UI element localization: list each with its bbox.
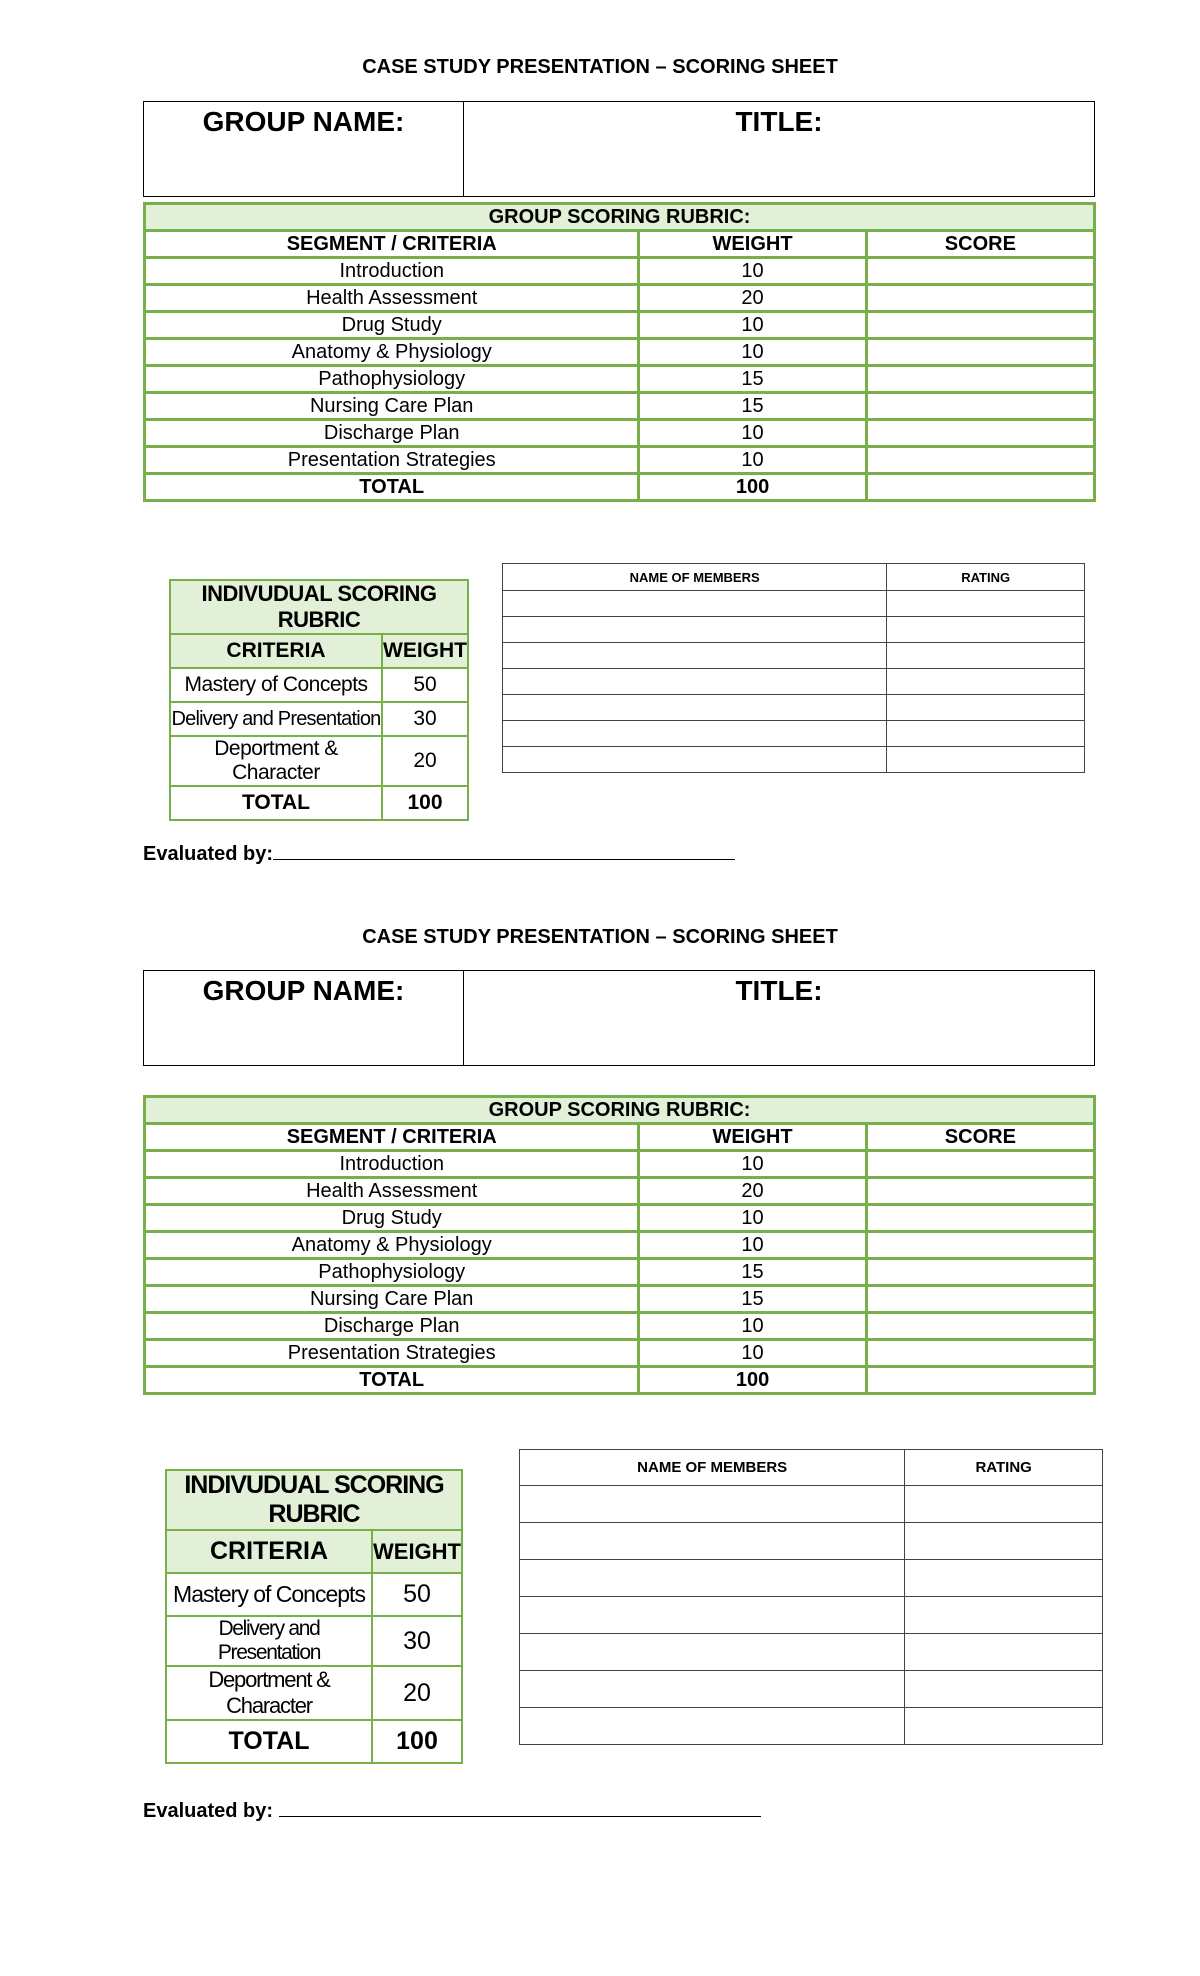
criteria-cell: Presentation Strategies xyxy=(145,447,639,474)
weight-cell: 10 xyxy=(639,1340,866,1367)
member-rating-cell[interactable] xyxy=(905,1671,1103,1708)
weight-cell: 50 xyxy=(382,668,468,702)
criteria-cell: Health Assessment xyxy=(145,285,639,312)
table-row xyxy=(170,736,468,786)
weight-cell: 10 xyxy=(639,339,866,366)
member-rating-cell[interactable] xyxy=(905,1634,1103,1671)
group-title-box xyxy=(143,101,1095,197)
member-name-cell[interactable] xyxy=(503,591,887,617)
weight-cell: 10 xyxy=(639,258,866,285)
table-row xyxy=(145,258,1095,285)
score-cell[interactable] xyxy=(866,339,1094,366)
member-rating-cell[interactable] xyxy=(887,591,1085,617)
column-header-weight: WEIGHT xyxy=(639,1124,866,1151)
group-name-field[interactable] xyxy=(144,102,464,196)
member-name-cell[interactable] xyxy=(520,1560,905,1597)
individual-column-weight: WEIGHT xyxy=(382,634,468,668)
evaluated-by-line[interactable] xyxy=(273,841,735,860)
member-name-cell[interactable] xyxy=(503,721,887,747)
weight-cell: 15 xyxy=(639,1286,866,1313)
criteria-cell: Anatomy & Physiology xyxy=(145,339,639,366)
table-row xyxy=(503,695,1085,721)
sheet-title: CASE STUDY PRESENTATION – SCORING SHEET xyxy=(362,926,838,948)
weight-cell: 15 xyxy=(639,393,866,420)
total-weight: 100 xyxy=(639,474,866,501)
total-score-cell[interactable] xyxy=(866,1367,1094,1394)
table-row xyxy=(503,721,1085,747)
member-name-cell[interactable] xyxy=(520,1708,905,1745)
weight-cell: 20 xyxy=(639,285,866,312)
score-cell[interactable] xyxy=(866,366,1094,393)
table-row xyxy=(503,747,1085,773)
criteria-cell: Mastery of Concepts xyxy=(166,1573,372,1616)
sheet-title: CASE STUDY PRESENTATION – SCORING SHEET xyxy=(362,56,838,78)
weight-cell: 10 xyxy=(639,312,866,339)
group-name-label: GROUP NAME: xyxy=(202,975,405,1006)
table-row xyxy=(145,420,1095,447)
title-label: TITLE: xyxy=(735,975,823,1006)
score-cell[interactable] xyxy=(866,258,1094,285)
table-row xyxy=(520,1486,1103,1523)
title-field[interactable] xyxy=(464,971,1094,1065)
score-cell[interactable] xyxy=(866,285,1094,312)
member-name-cell[interactable] xyxy=(520,1597,905,1634)
table-row xyxy=(145,1205,1095,1232)
score-cell[interactable] xyxy=(866,1205,1094,1232)
evaluated-by-label: Evaluated by: xyxy=(143,843,274,865)
total-row xyxy=(166,1720,462,1763)
member-name-cell[interactable] xyxy=(520,1523,905,1560)
member-name-cell[interactable] xyxy=(520,1671,905,1708)
group-scoring-rubric xyxy=(143,1095,1096,1395)
table-row xyxy=(166,1616,462,1666)
member-name-cell[interactable] xyxy=(503,695,887,721)
criteria-cell: Drug Study xyxy=(145,312,639,339)
member-rating-cell[interactable] xyxy=(887,617,1085,643)
weight-cell: 10 xyxy=(639,420,866,447)
score-cell[interactable] xyxy=(866,1313,1094,1340)
member-rating-cell[interactable] xyxy=(905,1523,1103,1560)
total-label: TOTAL xyxy=(170,786,382,820)
weight-cell: 30 xyxy=(372,1616,462,1666)
column-header-score: SCORE xyxy=(866,231,1094,258)
table-row xyxy=(145,312,1095,339)
table-row xyxy=(520,1634,1103,1671)
table-row xyxy=(145,1259,1095,1286)
group-scoring-rubric xyxy=(143,202,1096,502)
score-cell[interactable] xyxy=(866,447,1094,474)
criteria-cell: Introduction xyxy=(145,258,639,285)
criteria-cell: Drug Study xyxy=(145,1205,639,1232)
criteria-cell: Health Assessment xyxy=(145,1178,639,1205)
score-cell[interactable] xyxy=(866,1259,1094,1286)
criteria-cell: Nursing Care Plan xyxy=(145,393,639,420)
table-row xyxy=(170,702,468,736)
criteria-cell: Deportment & Character xyxy=(170,736,382,786)
column-header-criteria: SEGMENT / CRITERIA xyxy=(145,231,639,258)
rubric-heading: GROUP SCORING RUBRIC: xyxy=(145,1097,1095,1124)
members-column-name: NAME OF MEMBERS xyxy=(520,1450,905,1486)
criteria-cell: Mastery of Concepts xyxy=(170,668,382,702)
table-row xyxy=(503,669,1085,695)
member-rating-cell[interactable] xyxy=(887,695,1085,721)
criteria-cell: Delivery and Presentation xyxy=(166,1616,372,1666)
column-header-criteria: SEGMENT / CRITERIA xyxy=(145,1124,639,1151)
table-row xyxy=(520,1708,1103,1745)
weight-cell: 15 xyxy=(639,366,866,393)
criteria-cell: Nursing Care Plan xyxy=(145,1286,639,1313)
member-name-cell[interactable] xyxy=(503,643,887,669)
weight-cell: 10 xyxy=(639,1313,866,1340)
criteria-cell: Presentation Strategies xyxy=(145,1340,639,1367)
table-row xyxy=(145,339,1095,366)
group-name-label: GROUP NAME: xyxy=(202,106,405,137)
weight-cell: 10 xyxy=(639,1232,866,1259)
member-rating-cell[interactable] xyxy=(887,669,1085,695)
member-rating-cell[interactable] xyxy=(887,643,1085,669)
weight-cell: 10 xyxy=(639,1151,866,1178)
table-row xyxy=(145,366,1095,393)
score-cell[interactable] xyxy=(866,1178,1094,1205)
members-column-rating: RATING xyxy=(887,564,1085,591)
criteria-cell: Delivery and Presentation xyxy=(170,702,382,736)
evaluated-by xyxy=(143,1798,761,1823)
criteria-cell: Deportment & Character xyxy=(166,1666,372,1720)
table-row xyxy=(520,1597,1103,1634)
weight-cell: 20 xyxy=(382,736,468,786)
members-table xyxy=(502,563,1085,773)
table-row xyxy=(520,1560,1103,1597)
total-score-cell[interactable] xyxy=(866,474,1094,501)
table-row xyxy=(145,1232,1095,1259)
individual-column-criteria: CRITERIA xyxy=(166,1530,372,1573)
weight-cell: 10 xyxy=(639,447,866,474)
table-row xyxy=(170,668,468,702)
member-name-cell[interactable] xyxy=(503,617,887,643)
score-cell[interactable] xyxy=(866,420,1094,447)
total-label: TOTAL xyxy=(166,1720,372,1763)
table-row xyxy=(503,617,1085,643)
score-cell[interactable] xyxy=(866,1340,1094,1367)
individual-column-criteria: CRITERIA xyxy=(170,634,382,668)
table-row xyxy=(145,447,1095,474)
score-cell[interactable] xyxy=(866,393,1094,420)
title-label: TITLE: xyxy=(735,106,823,137)
criteria-cell: Pathophysiology xyxy=(145,366,639,393)
member-name-cell[interactable] xyxy=(520,1634,905,1671)
member-rating-cell[interactable] xyxy=(887,721,1085,747)
evaluated-by xyxy=(143,841,735,866)
member-rating-cell[interactable] xyxy=(905,1597,1103,1634)
rubric-heading: GROUP SCORING RUBRIC: xyxy=(145,204,1095,231)
title-field[interactable] xyxy=(464,102,1094,196)
total-row xyxy=(170,786,468,820)
table-row xyxy=(145,393,1095,420)
total-row xyxy=(145,474,1095,501)
column-header-score: SCORE xyxy=(866,1124,1094,1151)
table-row xyxy=(145,1313,1095,1340)
total-weight: 100 xyxy=(372,1720,462,1763)
score-cell[interactable] xyxy=(866,312,1094,339)
members-table xyxy=(519,1449,1103,1745)
evaluated-by-line[interactable] xyxy=(279,1798,761,1817)
total-row xyxy=(145,1367,1095,1394)
individual-column-weight: WEIGHT xyxy=(372,1530,462,1573)
criteria-cell: Pathophysiology xyxy=(145,1259,639,1286)
weight-cell: 50 xyxy=(372,1573,462,1616)
total-weight: 100 xyxy=(639,1367,866,1394)
column-header-weight: WEIGHT xyxy=(639,231,866,258)
table-row xyxy=(503,591,1085,617)
score-cell[interactable] xyxy=(866,1151,1094,1178)
weight-cell: 20 xyxy=(639,1178,866,1205)
total-label: TOTAL xyxy=(145,474,639,501)
table-row xyxy=(166,1666,462,1720)
individual-scoring-rubric xyxy=(169,579,469,821)
table-row xyxy=(520,1671,1103,1708)
score-cell[interactable] xyxy=(866,1232,1094,1259)
criteria-cell: Discharge Plan xyxy=(145,420,639,447)
member-rating-cell[interactable] xyxy=(905,1560,1103,1597)
table-row xyxy=(145,1151,1095,1178)
weight-cell: 15 xyxy=(639,1259,866,1286)
individual-rubric-heading: INDIVUDUAL SCORING RUBRIC xyxy=(170,580,468,634)
member-name-cell[interactable] xyxy=(503,669,887,695)
criteria-cell: Introduction xyxy=(145,1151,639,1178)
criteria-cell: Anatomy & Physiology xyxy=(145,1232,639,1259)
table-row xyxy=(145,1340,1095,1367)
table-row xyxy=(145,1286,1095,1313)
group-title-box xyxy=(143,970,1095,1066)
total-label: TOTAL xyxy=(145,1367,639,1394)
table-row xyxy=(503,643,1085,669)
members-column-name: NAME OF MEMBERS xyxy=(503,564,887,591)
member-rating-cell[interactable] xyxy=(905,1486,1103,1523)
group-name-field[interactable] xyxy=(144,971,464,1065)
member-rating-cell[interactable] xyxy=(905,1708,1103,1745)
table-row xyxy=(145,1178,1095,1205)
members-column-rating: RATING xyxy=(905,1450,1103,1486)
table-row xyxy=(520,1523,1103,1560)
individual-scoring-rubric xyxy=(165,1469,463,1764)
member-name-cell[interactable] xyxy=(503,747,887,773)
table-row xyxy=(166,1573,462,1616)
score-cell[interactable] xyxy=(866,1286,1094,1313)
table-row xyxy=(145,285,1095,312)
weight-cell: 30 xyxy=(382,702,468,736)
criteria-cell: Discharge Plan xyxy=(145,1313,639,1340)
weight-cell: 20 xyxy=(372,1666,462,1720)
individual-rubric-heading: INDIVUDUAL SCORING RUBRIC xyxy=(166,1470,462,1530)
member-name-cell[interactable] xyxy=(520,1486,905,1523)
total-weight: 100 xyxy=(382,786,468,820)
evaluated-by-label: Evaluated by: xyxy=(143,1800,274,1822)
weight-cell: 10 xyxy=(639,1205,866,1232)
member-rating-cell[interactable] xyxy=(887,747,1085,773)
